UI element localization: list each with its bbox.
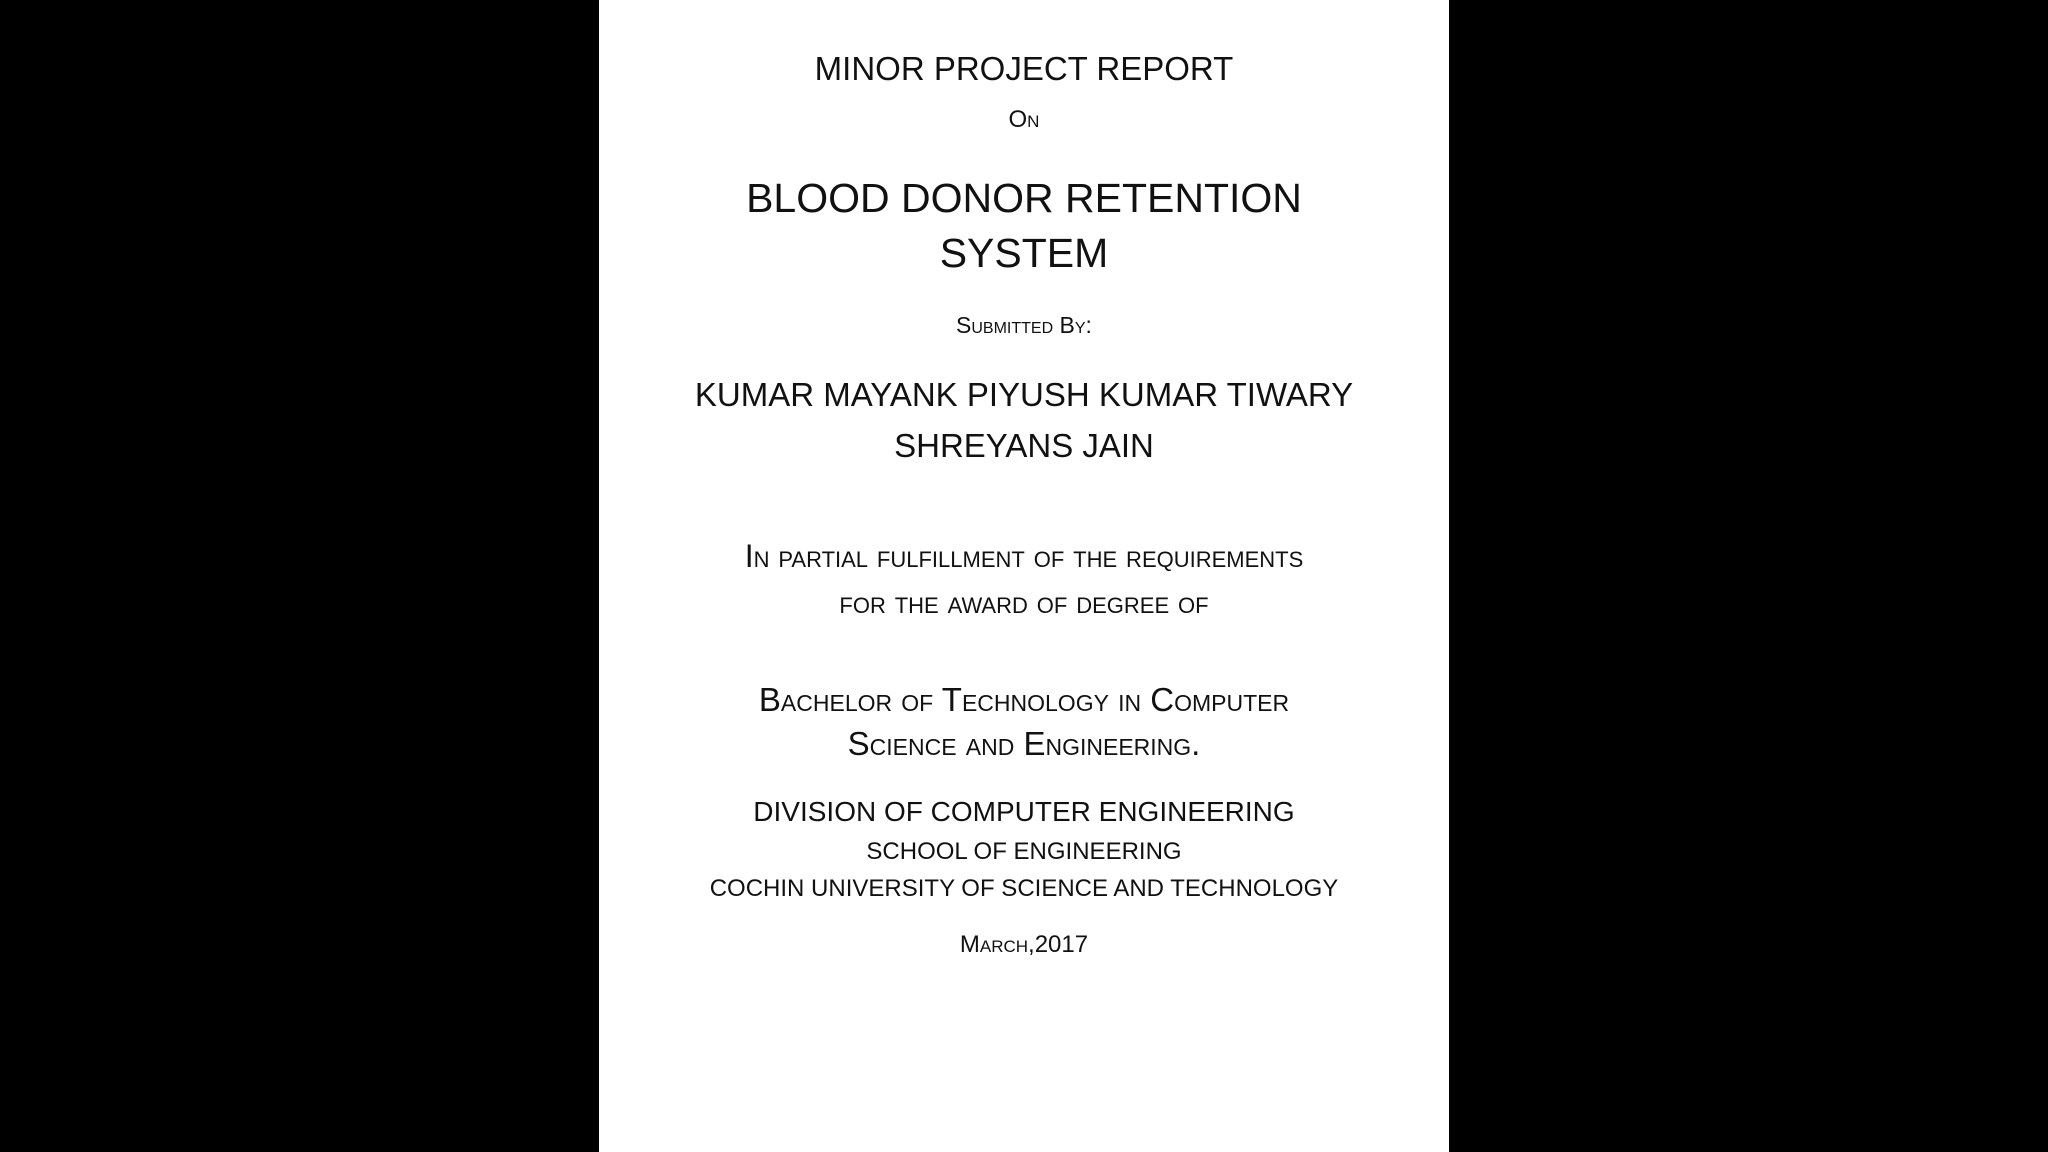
report-type-heading: MINOR PROJECT REPORT: [814, 50, 1234, 87]
authors-line-2: SHREYANS JAIN: [894, 427, 1154, 464]
report-title-line-2: SYSTEM: [939, 230, 1109, 276]
authors-line-1: KUMAR MAYANK PIYUSH KUMAR TIWARY: [694, 376, 1354, 413]
report-date: March,2017: [959, 931, 1089, 958]
on-label: On: [1008, 106, 1040, 133]
submitted-by-label: Submitted By:: [956, 312, 1092, 338]
fulfillment-line-2: for the award of degree of: [839, 584, 1209, 620]
fulfillment-line-1: In partial fulfillment of the requirements: [744, 538, 1304, 574]
report-title-line-1: BLOOD DONOR RETENTION: [746, 175, 1302, 221]
division-name: DIVISION OF COMPUTER ENGINEERING: [753, 796, 1295, 827]
degree-line-2: Science and Engineering.: [847, 725, 1201, 762]
university-name: COCHIN UNIVERSITY OF SCIENCE AND TECHNOLOGY: [709, 875, 1339, 902]
school-name: SCHOOL OF ENGINEERING: [866, 838, 1182, 865]
document-page: [599, 0, 1449, 1152]
degree-line-1: Bachelor of Technology in Computer: [758, 681, 1290, 718]
